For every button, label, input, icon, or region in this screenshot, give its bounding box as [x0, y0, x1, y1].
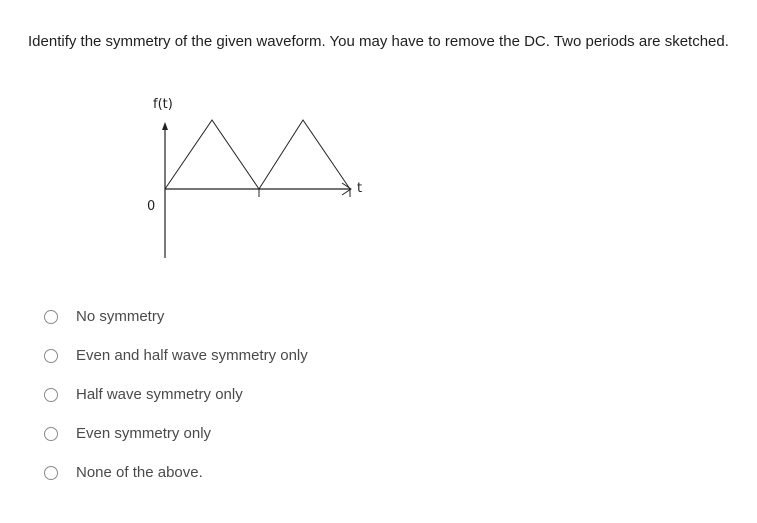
option-label[interactable]: None of the above.: [76, 464, 203, 481]
option-half-wave-only[interactable]: [44, 375, 308, 414]
option-label[interactable]: Even and half wave symmetry only: [76, 347, 308, 364]
radio-button[interactable]: [44, 388, 58, 402]
option-even-and-half-wave[interactable]: [44, 336, 308, 375]
option-no-symmetry[interactable]: [44, 297, 308, 336]
y-axis-label: f(t): [153, 97, 173, 112]
y-axis-arrowhead: [162, 122, 168, 130]
answer-options: [44, 297, 308, 492]
radio-button[interactable]: [44, 427, 58, 441]
question-text: Identify the symmetry of the given waveform. You may have to remove the DC. Two periods are sketched.: [28, 33, 729, 50]
option-label[interactable]: No symmetry: [76, 308, 165, 325]
radio-button[interactable]: [44, 349, 58, 363]
triangle-waveform: [165, 120, 350, 189]
origin-label: 0: [147, 199, 156, 214]
option-label[interactable]: Even symmetry only: [76, 425, 212, 442]
option-label[interactable]: Half wave symmetry only: [76, 386, 243, 403]
option-none-of-the-above[interactable]: [44, 453, 308, 492]
radio-button[interactable]: [44, 310, 58, 324]
option-even-only[interactable]: [44, 414, 308, 453]
x-axis-label: t: [357, 181, 363, 196]
radio-button[interactable]: [44, 466, 58, 480]
